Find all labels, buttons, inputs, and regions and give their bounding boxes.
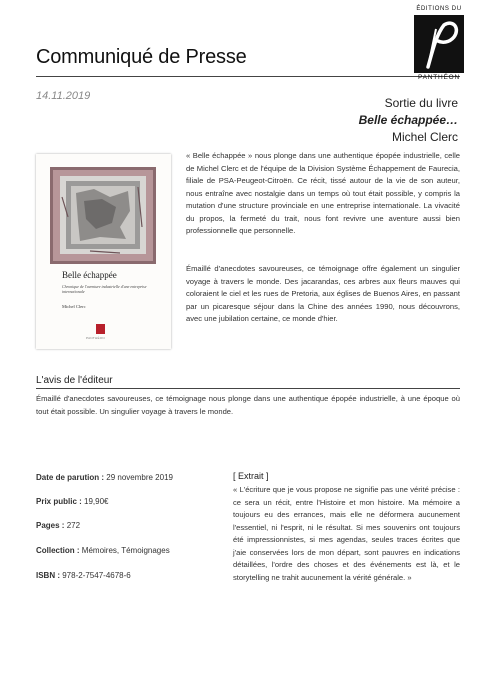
detail-value: 978-2-7547-4678-6 bbox=[62, 571, 131, 580]
detail-label: Date de parution : bbox=[36, 473, 105, 482]
cover-publisher-text: PANTHÉON bbox=[86, 336, 105, 340]
detail-label: Pages : bbox=[36, 521, 65, 530]
detail-value: 19,90€ bbox=[84, 497, 109, 506]
detail-release-date bbox=[36, 473, 173, 482]
book-cover bbox=[36, 154, 171, 349]
publication-date: 14.11.2019 bbox=[36, 90, 91, 102]
release-label: Sortie du livre bbox=[384, 96, 458, 110]
book-author: Michel Clerc bbox=[391, 130, 458, 144]
detail-pages bbox=[36, 521, 80, 530]
detail-label: Collection : bbox=[36, 546, 80, 555]
cover-artwork bbox=[50, 167, 156, 264]
editor-opinion-divider bbox=[36, 388, 460, 389]
cover-author: Michel Clerc bbox=[62, 304, 86, 309]
page-title: Communiqué de Presse bbox=[36, 46, 247, 68]
excerpt-heading: [ Extrait ] bbox=[233, 471, 269, 481]
detail-label: ISBN : bbox=[36, 571, 60, 580]
editor-opinion-text: Émaillé d'anecdotes savoureuses, ce témoignage nous plonge dans une authentique épopée industrielle, à une époque où tout était possible. Un singulier voyage à travers le monde. bbox=[36, 394, 460, 416]
detail-label: Prix public : bbox=[36, 497, 82, 506]
intro-paragraph-2: Émaillé d'anecdotes savoureuses, ce témoignage offre également un singulier voyage à travers le monde. Des jacarandas, ces arbres aux fleurs mauves qui coloraient le ciel et les rues de Pretoria, aux églises de Buenos Aires, en passant par un picaresque séjour dans la Chine des années 1990, nous découvrons, avec une jubilation certaine, ce monde d'hier. bbox=[186, 264, 460, 323]
publisher-logo bbox=[410, 5, 468, 85]
intro-paragraph-1: « Belle échappée » nous plonge dans une authentique épopée industrielle, celle de Michel Clerc et de l'équipe de la Division Système Échappement de Faurecia, filiale de PSA-Peugeot-Citroën. Ce récit, tissé autour de la vie de son auteur, nous entraîne avec nostalgie dans un temps où tout était possible, y compris la mutation d'une structure provinciale en une entreprise internationale. La vivacité du propos, la fermeté du trait, nous font revivre une aventure aussi bien professionnelle que personnelle. bbox=[186, 151, 460, 235]
detail-price bbox=[36, 497, 109, 506]
pantheon-p-icon bbox=[414, 15, 464, 73]
detail-value: 272 bbox=[66, 521, 81, 530]
detail-value: Mémoires, Témoignages bbox=[81, 546, 170, 555]
excerpt-text: « L'écriture que je vous propose ne signifie pas une vérité précise : ce sera un récit, entre l'Histoire et mon histoire. Ma mémoire a toujours eu des errances, mais elle ne déformera aucunement l'essentiel, ni l'esprit, ni le résultat. Si mes souvenirs ont toujours été impressionnistes, si mes agendas, seules traces écrites que j'aie conservées lors de mon départ, sont pauvres en indications détaillées, l'ordre des choses et des événements est là, et le storytelling ne trahit aucunement la vérité générale. » bbox=[233, 485, 460, 582]
detail-value: 29 novembre 2019 bbox=[106, 473, 173, 482]
detail-isbn bbox=[36, 571, 131, 580]
logo-bottom-text: PANTHÉON bbox=[417, 74, 461, 81]
title-divider bbox=[36, 76, 460, 77]
cover-title: Belle échappée bbox=[62, 270, 117, 280]
cover-subtitle: Chronique de l'aventure industrielle d'une entreprise internationale bbox=[62, 284, 147, 294]
editor-opinion-heading: L'avis de l'éditeur bbox=[36, 375, 113, 386]
book-title: Belle échappée… bbox=[358, 113, 458, 127]
detail-collection bbox=[36, 546, 170, 555]
logo-top-text: ÉDITIONS DU bbox=[416, 6, 462, 12]
cover-publisher-icon bbox=[96, 324, 105, 334]
